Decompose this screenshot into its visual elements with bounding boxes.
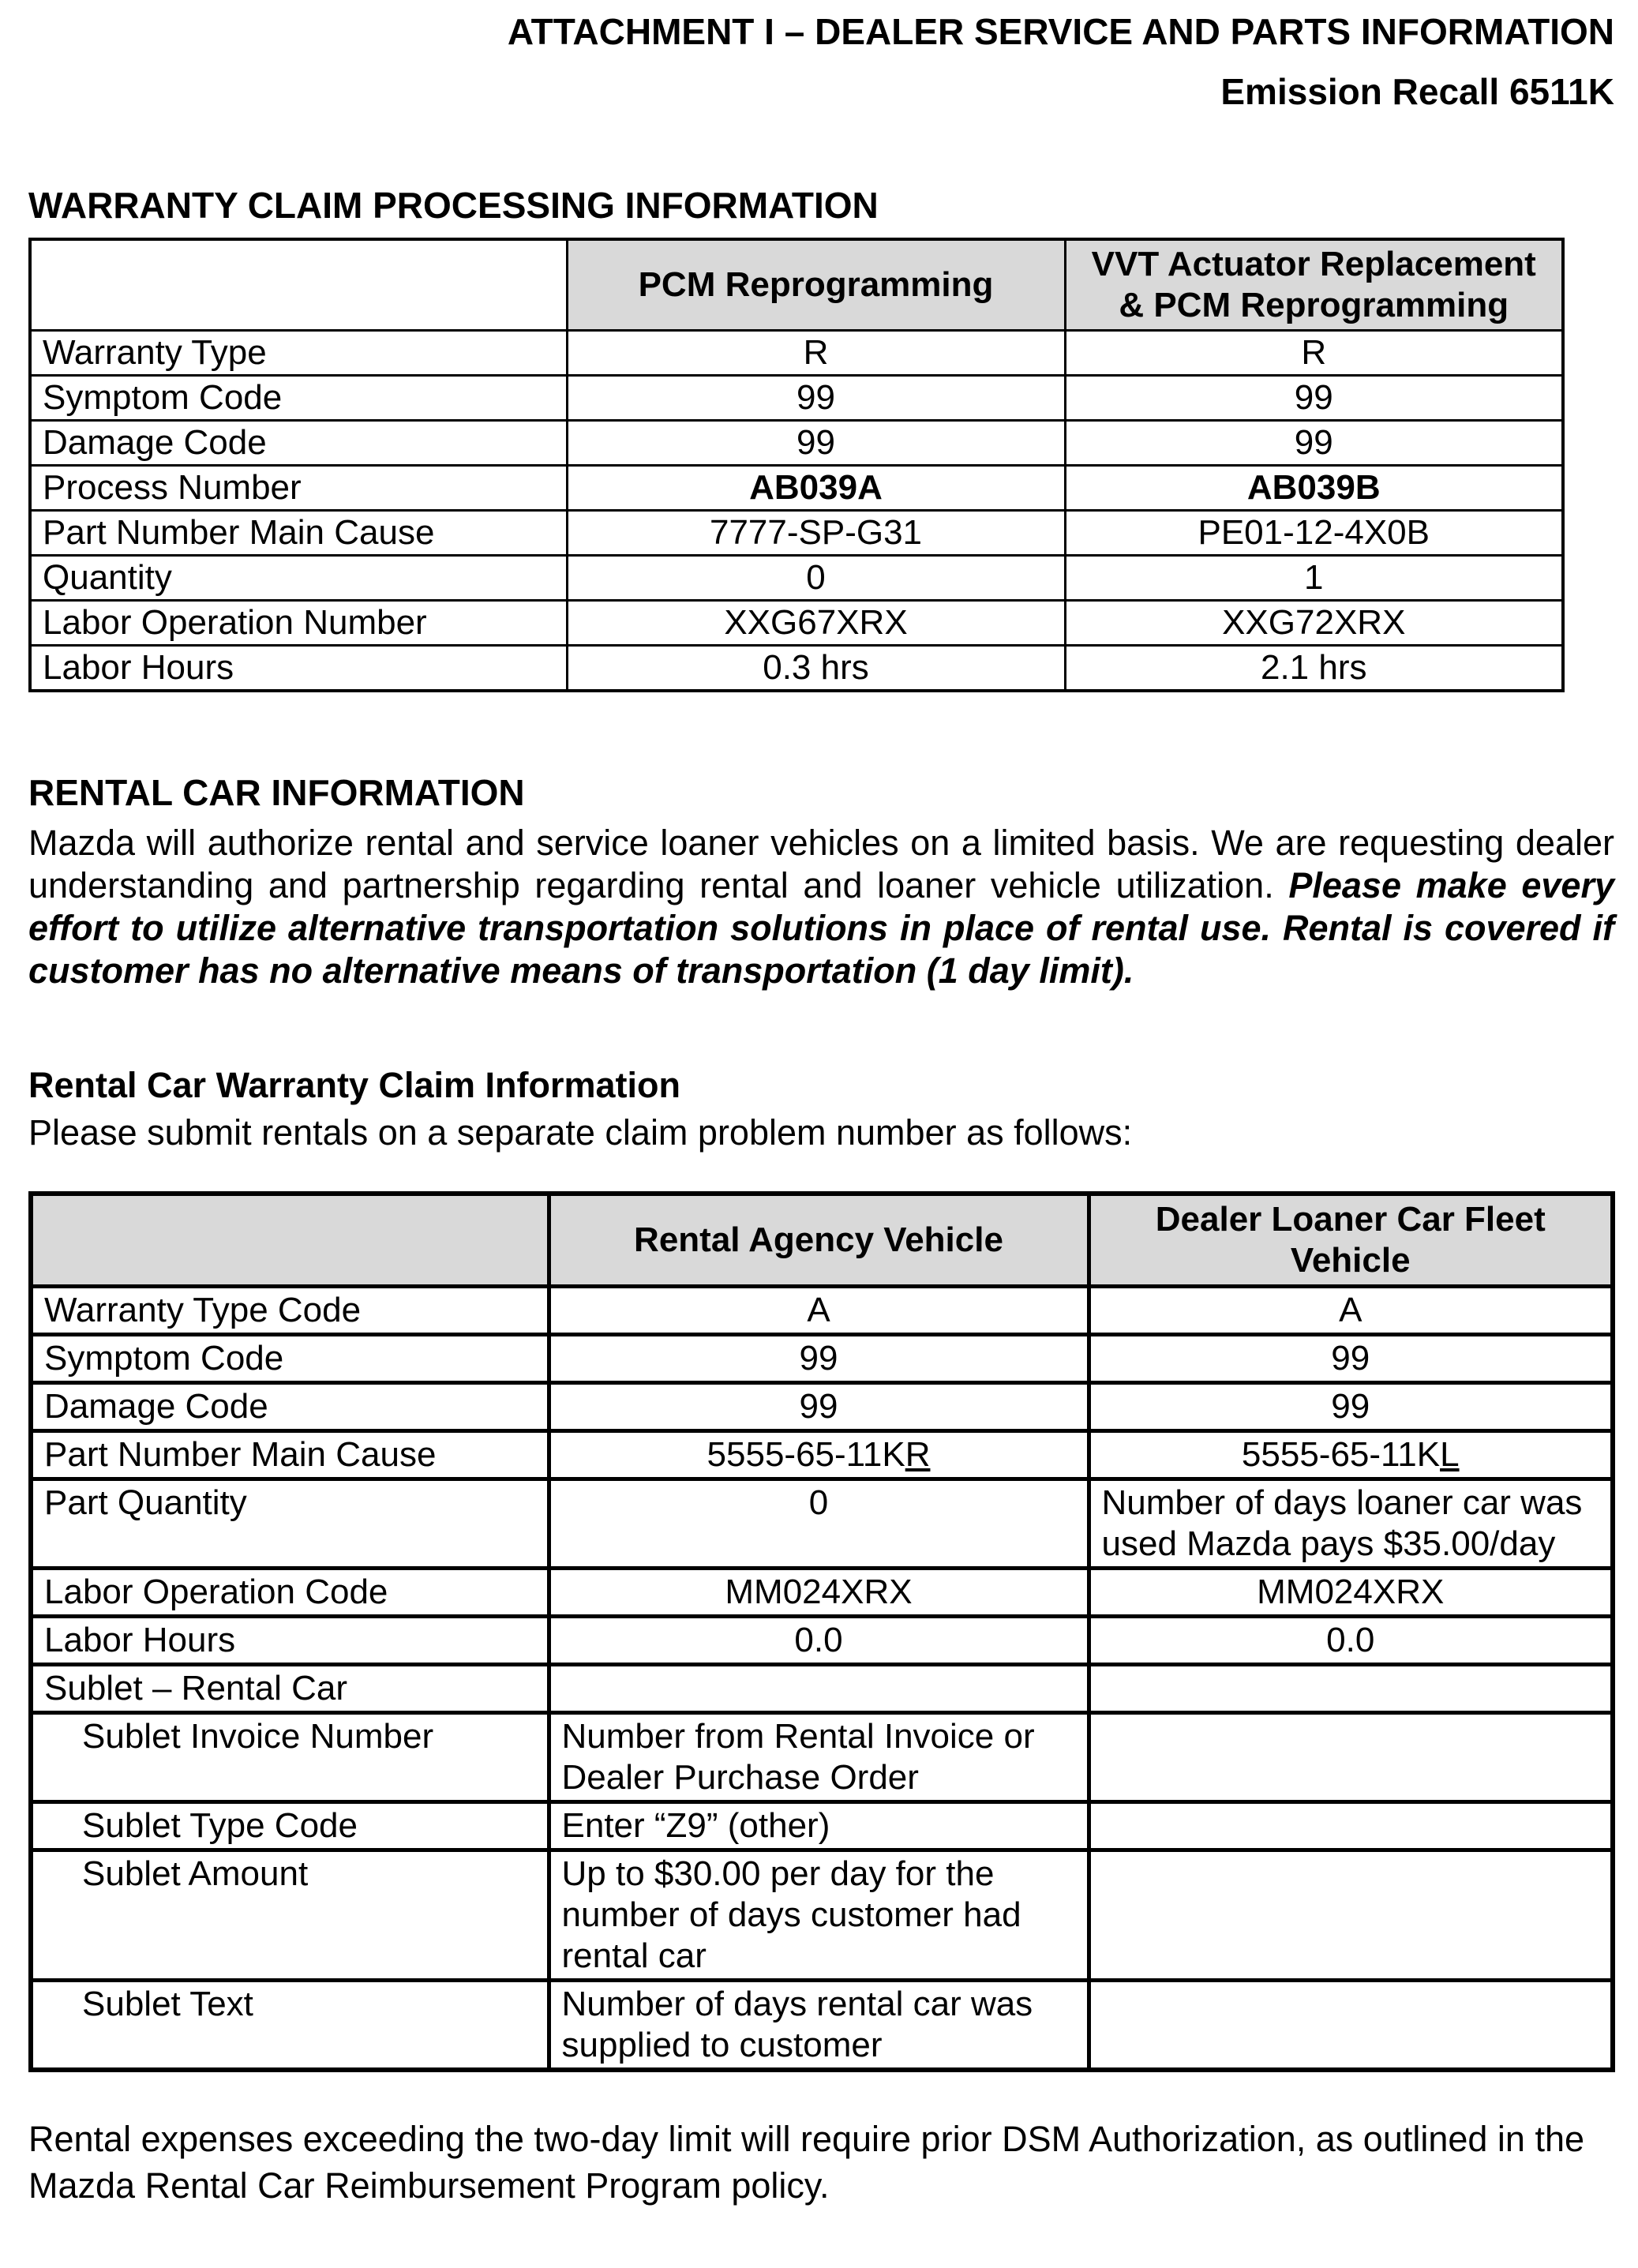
table-row — [31, 1568, 1613, 1616]
document-header — [28, 13, 1614, 111]
loaner-value: 99 — [1089, 1334, 1613, 1382]
rental-value-line: number of days customer had — [561, 1895, 1021, 1934]
row-label: Sublet – Rental Car — [31, 1664, 549, 1712]
loaner-value — [1089, 1664, 1613, 1712]
rental-value-line: rental car — [561, 1936, 707, 1975]
loaner-value — [1089, 1850, 1613, 1980]
row-label: Labor Operation Code — [31, 1568, 549, 1616]
header-cell-rental: Rental Agency Vehicle — [549, 1194, 1089, 1287]
table-row — [30, 375, 1563, 420]
rental-value: MM024XRX — [549, 1568, 1089, 1616]
pcm-value: 99 — [567, 420, 1065, 465]
rental-value-line: Number of days rental car was — [561, 1984, 1033, 2023]
table-row — [31, 1616, 1613, 1664]
rental-value: Enter “Z9” (other) — [549, 1801, 1089, 1850]
rental-value-line: Up to $30.00 per day for the — [561, 1854, 995, 1893]
table-row — [31, 1980, 1613, 2070]
loaner-value: 0.0 — [1089, 1616, 1613, 1664]
loaner-value-line: used Mazda pays $35.00/day — [1101, 1524, 1556, 1563]
rental-claim-intro: Please submit rentals on a separate claim problem number as follows: — [28, 1112, 1133, 1153]
rental-value — [549, 1850, 1089, 1980]
rental-value: A — [549, 1286, 1089, 1334]
rental-value — [549, 1712, 1089, 1801]
table-row — [30, 510, 1563, 555]
rental-value — [549, 1430, 1089, 1479]
loaner-value: A — [1089, 1286, 1613, 1334]
table-row — [31, 1334, 1613, 1382]
rental-value: 0.0 — [549, 1616, 1089, 1664]
rental-value-line: Dealer Purchase Order — [561, 1757, 919, 1797]
row-label: Part Quantity — [31, 1479, 549, 1568]
vvt-value: 99 — [1065, 420, 1563, 465]
table-row — [30, 645, 1563, 691]
pcm-value: 0 — [567, 555, 1065, 600]
loaner-value — [1089, 1430, 1613, 1479]
pcm-value: AB039A — [567, 465, 1065, 510]
warranty-section-heading: WARRANTY CLAIM PROCESSING INFORMATION — [28, 184, 879, 226]
table-row — [30, 555, 1563, 600]
row-label: Warranty Type Code — [31, 1286, 549, 1334]
row-label: Warranty Type — [30, 330, 567, 375]
header-cell-blank — [31, 1194, 549, 1287]
table-row — [30, 330, 1563, 375]
rental-value: 99 — [549, 1334, 1089, 1382]
rental-value: 99 — [549, 1382, 1089, 1430]
footer-note: Rental expenses exceeding the two-day limit will require prior DSM Authorization, as outlined in the Mazda Rental Car Reimbursement Program policy. — [28, 2118, 1585, 2206]
header-cell-pcm: PCM Reprogramming — [567, 239, 1065, 331]
table-row — [31, 1850, 1613, 1980]
header-cell-vvt-line1: VVT Actuator Replacement — [1091, 244, 1536, 283]
row-label: Damage Code — [31, 1382, 549, 1430]
table-row — [31, 1430, 1613, 1479]
row-label: Labor Hours — [31, 1616, 549, 1664]
rental-info-text-normal: Mazda will authorize rental and service loaner vehicles on a limited basis. We are requesting dealer understanding and partnership regarding rental and loaner vehicle utilization. — [28, 822, 1614, 905]
table-row — [30, 420, 1563, 465]
table-row — [30, 600, 1563, 645]
part-number-underlined: R — [905, 1434, 931, 1474]
rental-value-line: Number from Rental Invoice or — [561, 1716, 1035, 1756]
vvt-value: 2.1 hrs — [1065, 645, 1563, 691]
rental-info-text-emphasis: Please make every effort to utilize alternative transportation solutions in place of rental use. Rental is covered if customer has no alternative means of transportation (1 day limit). — [28, 864, 1614, 991]
pcm-value: 0.3 hrs — [567, 645, 1065, 691]
document-subtitle: Emission Recall 6511K — [1220, 71, 1614, 113]
header-cell-vvt — [1065, 239, 1563, 331]
table-row — [31, 1286, 1613, 1334]
pcm-value: R — [567, 330, 1065, 375]
pcm-value: 99 — [567, 375, 1065, 420]
rental-claim-heading: Rental Car Warranty Claim Information — [28, 1064, 680, 1105]
table-row — [31, 1382, 1613, 1430]
row-label: Part Number Main Cause — [31, 1430, 549, 1479]
header-cell-loaner-line2: Vehicle — [1290, 1240, 1411, 1280]
loaner-value: MM024XRX — [1089, 1568, 1613, 1616]
table-row — [31, 1801, 1613, 1850]
loaner-value — [1089, 1980, 1613, 2070]
loaner-value-line: Number of days loaner car was — [1101, 1483, 1583, 1522]
loaner-value — [1089, 1479, 1613, 1568]
loaner-value — [1089, 1712, 1613, 1801]
vvt-value: PE01-12-4X0B — [1065, 510, 1563, 555]
header-cell-vvt-line2: & PCM Reprogramming — [1119, 285, 1509, 324]
rental-value — [549, 1664, 1089, 1712]
header-cell-loaner — [1089, 1194, 1613, 1287]
table-header-row — [30, 239, 1563, 331]
table-row — [31, 1712, 1613, 1801]
document-title: ATTACHMENT I – DEALER SERVICE AND PARTS INFORMATION — [507, 11, 1614, 52]
rental-value-line: supplied to customer — [561, 2025, 883, 2064]
part-number-underlined: L — [1440, 1434, 1460, 1474]
vvt-value: AB039B — [1065, 465, 1563, 510]
row-label: Process Number — [30, 465, 567, 510]
rental-info-heading: RENTAL CAR INFORMATION — [28, 771, 525, 813]
loaner-value: 99 — [1089, 1382, 1613, 1430]
vvt-value: R — [1065, 330, 1563, 375]
warranty-claim-table — [28, 238, 1565, 692]
vvt-value: 99 — [1065, 375, 1563, 420]
row-label: Labor Hours — [30, 645, 567, 691]
table-row — [31, 1664, 1613, 1712]
table-row — [30, 465, 1563, 510]
pcm-value: XXG67XRX — [567, 600, 1065, 645]
row-label: Quantity — [30, 555, 567, 600]
header-cell-blank — [30, 239, 567, 331]
row-label: Symptom Code — [30, 375, 567, 420]
rental-value: 0 — [549, 1479, 1089, 1568]
rental-value — [549, 1980, 1089, 2070]
row-label: Labor Operation Number — [30, 600, 567, 645]
row-label: Sublet Text — [31, 1980, 549, 2070]
row-label: Sublet Invoice Number — [31, 1712, 549, 1801]
part-number-prefix: 5555-65-11K — [1241, 1434, 1441, 1474]
table-header-row — [31, 1194, 1613, 1287]
header-cell-loaner-line1: Dealer Loaner Car Fleet — [1155, 1199, 1546, 1239]
row-label: Part Number Main Cause — [30, 510, 567, 555]
table-row — [31, 1479, 1613, 1568]
row-label: Damage Code — [30, 420, 567, 465]
row-label: Sublet Amount — [31, 1850, 549, 1980]
part-number-prefix: 5555-65-11K — [707, 1434, 905, 1474]
vvt-value: XXG72XRX — [1065, 600, 1563, 645]
pcm-value: 7777-SP-G31 — [567, 510, 1065, 555]
row-label: Sublet Type Code — [31, 1801, 549, 1850]
loaner-value — [1089, 1801, 1613, 1850]
row-label: Symptom Code — [31, 1334, 549, 1382]
rental-claim-table — [28, 1191, 1615, 2072]
rental-info-paragraph — [28, 822, 1614, 992]
vvt-value: 1 — [1065, 555, 1563, 600]
